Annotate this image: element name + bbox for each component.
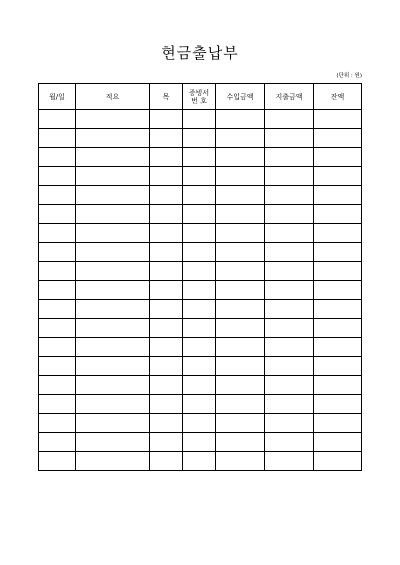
month-day-cell xyxy=(39,110,76,129)
ledger-row xyxy=(39,414,362,433)
expense-amount-cell xyxy=(265,224,314,243)
header-income-amount: 수입금액 xyxy=(216,84,265,110)
income-amount-cell xyxy=(216,167,265,186)
month-day-cell xyxy=(39,300,76,319)
account-cell xyxy=(150,129,183,148)
month-day-cell xyxy=(39,414,76,433)
header-voucher-line1: 증빙서 xyxy=(188,88,210,97)
balance-cell xyxy=(314,300,362,319)
description-cell xyxy=(76,243,150,262)
expense-amount-cell xyxy=(265,110,314,129)
account-cell xyxy=(150,167,183,186)
expense-amount-cell xyxy=(265,300,314,319)
account-cell xyxy=(150,357,183,376)
ledger-row xyxy=(39,433,362,452)
income-amount-cell xyxy=(216,262,265,281)
balance-cell xyxy=(314,414,362,433)
month-day-cell xyxy=(39,395,76,414)
description-cell xyxy=(76,300,150,319)
ledger-body xyxy=(39,110,362,471)
voucher-number-cell xyxy=(183,129,216,148)
month-day-cell xyxy=(39,452,76,471)
expense-amount-cell xyxy=(265,452,314,471)
balance-cell xyxy=(314,357,362,376)
month-day-cell xyxy=(39,224,76,243)
ledger-row xyxy=(39,338,362,357)
month-day-cell xyxy=(39,148,76,167)
header-account: 목 xyxy=(150,84,183,110)
voucher-number-cell xyxy=(183,243,216,262)
voucher-number-cell xyxy=(183,148,216,167)
ledger-row xyxy=(39,224,362,243)
description-cell xyxy=(76,110,150,129)
account-cell xyxy=(150,110,183,129)
balance-cell xyxy=(314,224,362,243)
balance-cell xyxy=(314,395,362,414)
description-cell xyxy=(76,338,150,357)
balance-cell xyxy=(314,148,362,167)
expense-amount-cell xyxy=(265,433,314,452)
ledger-row xyxy=(39,395,362,414)
expense-amount-cell xyxy=(265,395,314,414)
expense-amount-cell xyxy=(265,186,314,205)
balance-cell xyxy=(314,376,362,395)
income-amount-cell xyxy=(216,357,265,376)
expense-amount-cell xyxy=(265,357,314,376)
description-cell xyxy=(76,452,150,471)
ledger-row xyxy=(39,262,362,281)
ledger-row xyxy=(39,281,362,300)
expense-amount-cell xyxy=(265,319,314,338)
income-amount-cell xyxy=(216,395,265,414)
ledger-row xyxy=(39,319,362,338)
voucher-number-cell xyxy=(183,319,216,338)
header-balance: 잔액 xyxy=(314,84,362,110)
description-cell xyxy=(76,433,150,452)
ledger-row xyxy=(39,110,362,129)
balance-cell xyxy=(314,243,362,262)
balance-cell xyxy=(314,452,362,471)
balance-cell xyxy=(314,110,362,129)
ledger-row xyxy=(39,357,362,376)
income-amount-cell xyxy=(216,148,265,167)
balance-cell xyxy=(314,338,362,357)
voucher-number-cell xyxy=(183,262,216,281)
balance-cell xyxy=(314,433,362,452)
balance-cell xyxy=(314,167,362,186)
ledger-row xyxy=(39,376,362,395)
account-cell xyxy=(150,148,183,167)
balance-cell xyxy=(314,262,362,281)
account-cell xyxy=(150,338,183,357)
voucher-number-cell xyxy=(183,452,216,471)
income-amount-cell xyxy=(216,205,265,224)
account-cell xyxy=(150,243,183,262)
balance-cell xyxy=(314,319,362,338)
description-cell xyxy=(76,319,150,338)
account-cell xyxy=(150,224,183,243)
header-description: 적요 xyxy=(76,84,150,110)
voucher-number-cell xyxy=(183,205,216,224)
expense-amount-cell xyxy=(265,376,314,395)
ledger-row xyxy=(39,129,362,148)
income-amount-cell xyxy=(216,243,265,262)
income-amount-cell xyxy=(216,414,265,433)
account-cell xyxy=(150,300,183,319)
voucher-number-cell xyxy=(183,167,216,186)
month-day-cell xyxy=(39,376,76,395)
expense-amount-cell xyxy=(265,148,314,167)
voucher-number-cell xyxy=(183,357,216,376)
account-cell xyxy=(150,395,183,414)
expense-amount-cell xyxy=(265,205,314,224)
expense-amount-cell xyxy=(265,167,314,186)
document-title: 현금출납부 xyxy=(161,44,239,62)
header-voucher-number xyxy=(183,84,216,110)
description-cell xyxy=(76,414,150,433)
header-row xyxy=(39,84,362,110)
description-cell xyxy=(76,262,150,281)
ledger-row xyxy=(39,167,362,186)
month-day-cell xyxy=(39,319,76,338)
income-amount-cell xyxy=(216,281,265,300)
ledger-row xyxy=(39,186,362,205)
expense-amount-cell xyxy=(265,262,314,281)
expense-amount-cell xyxy=(265,281,314,300)
income-amount-cell xyxy=(216,433,265,452)
income-amount-cell xyxy=(216,376,265,395)
month-day-cell xyxy=(39,186,76,205)
ledger-row xyxy=(39,243,362,262)
account-cell xyxy=(150,452,183,471)
month-day-cell xyxy=(39,167,76,186)
voucher-number-cell xyxy=(183,186,216,205)
header-voucher-line2: 번 호 xyxy=(191,96,207,105)
income-amount-cell xyxy=(216,129,265,148)
balance-cell xyxy=(314,281,362,300)
balance-cell xyxy=(314,129,362,148)
balance-cell xyxy=(314,205,362,224)
header-expense-amount: 지출금액 xyxy=(265,84,314,110)
description-cell xyxy=(76,224,150,243)
ledger-row xyxy=(39,300,362,319)
voucher-number-cell xyxy=(183,414,216,433)
description-cell xyxy=(76,357,150,376)
income-amount-cell xyxy=(216,224,265,243)
description-cell xyxy=(76,167,150,186)
expense-amount-cell xyxy=(265,414,314,433)
cash-ledger-table xyxy=(38,83,362,471)
account-cell xyxy=(150,414,183,433)
description-cell xyxy=(76,129,150,148)
ledger-row xyxy=(39,452,362,471)
description-cell xyxy=(76,376,150,395)
voucher-number-cell xyxy=(183,110,216,129)
description-cell xyxy=(76,205,150,224)
month-day-cell xyxy=(39,129,76,148)
expense-amount-cell xyxy=(265,338,314,357)
income-amount-cell xyxy=(216,338,265,357)
month-day-cell xyxy=(39,338,76,357)
account-cell xyxy=(150,433,183,452)
income-amount-cell xyxy=(216,319,265,338)
ledger-row xyxy=(39,205,362,224)
account-cell xyxy=(150,262,183,281)
income-amount-cell xyxy=(216,300,265,319)
account-cell xyxy=(150,281,183,300)
description-cell xyxy=(76,281,150,300)
account-cell xyxy=(150,376,183,395)
voucher-number-cell xyxy=(183,376,216,395)
month-day-cell xyxy=(39,262,76,281)
unit-note: (단위 : 원) xyxy=(336,73,362,79)
account-cell xyxy=(150,186,183,205)
voucher-number-cell xyxy=(183,300,216,319)
voucher-number-cell xyxy=(183,224,216,243)
voucher-number-cell xyxy=(183,338,216,357)
month-day-cell xyxy=(39,433,76,452)
description-cell xyxy=(76,148,150,167)
voucher-number-cell xyxy=(183,395,216,414)
ledger-row xyxy=(39,148,362,167)
voucher-number-cell xyxy=(183,281,216,300)
voucher-number-cell xyxy=(183,433,216,452)
balance-cell xyxy=(314,186,362,205)
income-amount-cell xyxy=(216,186,265,205)
description-cell xyxy=(76,186,150,205)
expense-amount-cell xyxy=(265,243,314,262)
income-amount-cell xyxy=(216,110,265,129)
income-amount-cell xyxy=(216,452,265,471)
month-day-cell xyxy=(39,357,76,376)
month-day-cell xyxy=(39,281,76,300)
expense-amount-cell xyxy=(265,129,314,148)
month-day-cell xyxy=(39,243,76,262)
header-month-day: 월/일 xyxy=(39,84,76,110)
account-cell xyxy=(150,205,183,224)
month-day-cell xyxy=(39,205,76,224)
description-cell xyxy=(76,395,150,414)
account-cell xyxy=(150,319,183,338)
